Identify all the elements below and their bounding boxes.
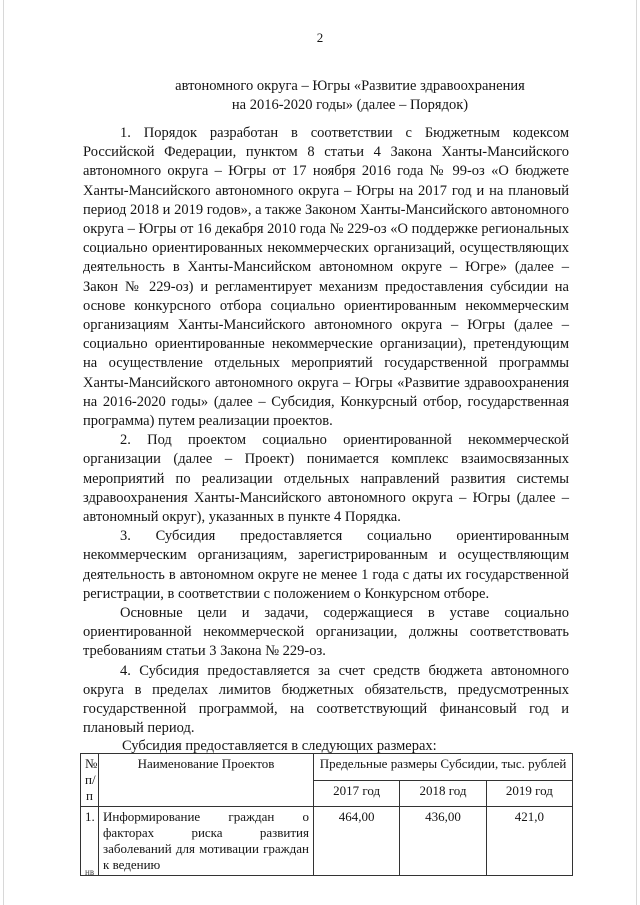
footer-mark: нв xyxy=(85,867,95,877)
row-value-2017: 464,00 xyxy=(314,807,400,876)
row-number: 1. xyxy=(81,807,99,876)
document-body xyxy=(83,124,569,739)
document-heading xyxy=(100,77,600,115)
heading-line-1: автономного округа – Югры «Развитие здравоохранения xyxy=(175,78,525,94)
page-number: 2 xyxy=(316,30,324,45)
paragraph-5: 4. Субсидия предоставляется за счет средств бюджета автономного округа в пределах лимитов бюджетных обязательств, предусмотренных государственной программой, на соответствующий финансовый год и плановый период. xyxy=(83,662,569,737)
paragraph-4: Основные цели и задачи, содержащиеся в уставе социально ориентированной некоммерческой организации, должны соответствовать требованиям статьи 3 Закона № 229-оз. xyxy=(83,605,569,660)
row-value-2019: 421,0 xyxy=(486,807,572,876)
header-year-2019: 2019 год xyxy=(486,780,572,807)
table-row xyxy=(81,807,573,876)
header-subsidy-limits: Предельные размеры Субсидии, тыс. рублей xyxy=(314,754,573,781)
table-caption: Субсидия предоставляется в следующих размерах: xyxy=(122,738,437,754)
right-scan-edge xyxy=(636,0,637,905)
header-year-2018: 2018 год xyxy=(400,780,486,807)
row-project-name: Информирование граждан о факторах риска развития заболеваний для мотивации граждан к ведению xyxy=(99,807,314,876)
subsidy-table xyxy=(80,753,573,876)
header-number: № п/п xyxy=(81,754,99,807)
left-scan-edge xyxy=(3,0,4,905)
table-header-row xyxy=(81,754,573,781)
heading-line-2: на 2016-2020 годы» (далее – Порядок) xyxy=(231,97,469,113)
paragraph-3: 3. Субсидия предоставляется социально ориентированным некоммерческим организациям, зарегистрированным и осуществляющим деятельность в автономном округе не менее 1 года с даты их государственной регистрации, в соответствии с положением о Конкурсном отборе. xyxy=(83,528,569,602)
paragraph-2: 2. Под проектом социально ориентированной некоммерческой организации (далее – Проект) понимается комплекс взаимосвязанных мероприятий по реализации отдельных направлений развития системы здравоохранения Ханты-Мансийского автономного округа – Югры (далее – автономный округ), указанных в пункте 4 Порядка. xyxy=(83,432,569,526)
paragraph-1: 1. Порядок разработан в соответствии с Бюджетным кодексом Российской Федерации, пунктом 8 статьи 4 Закона Ханты-Мансийского автономного округа – Югры от 17 ноября 2016 года № 99-оз «О бюджете Ханты-Мансийского автономного округа – Югры на 2017 год и на плановый период 2018 и 2019 годов», а также Законом Ханты-Мансийского автономного округа – Югры от 16 декабря 2010 года № 229-оз «О поддержке региональных социально ориентированных некоммерческих организаций, осуществляющих деятельность в Ханты-Мансийском автономном округе – Югре» (далее – Закон № 229-оз) и регламентирует механизм предоставления субсидии на основе конкурсного отбора социально ориентированным некоммерческим организациям Ханты-Мансийского автономного округа – Югры (далее – социально ориентированные некоммерческие организации), претендующим на осуществление отдельных мероприятий государственной программы Ханты-Мансийского автономного округа – Югры «Развитие здравоохранения на 2016-2020 годы» (далее – Субсидия, Конкурсный отбор, государственная программа) путем реализации проектов. xyxy=(83,125,569,430)
row-value-2018: 436,00 xyxy=(400,807,486,876)
header-year-2017: 2017 год xyxy=(314,780,400,807)
header-project-name: Наименование Проектов xyxy=(99,754,314,807)
